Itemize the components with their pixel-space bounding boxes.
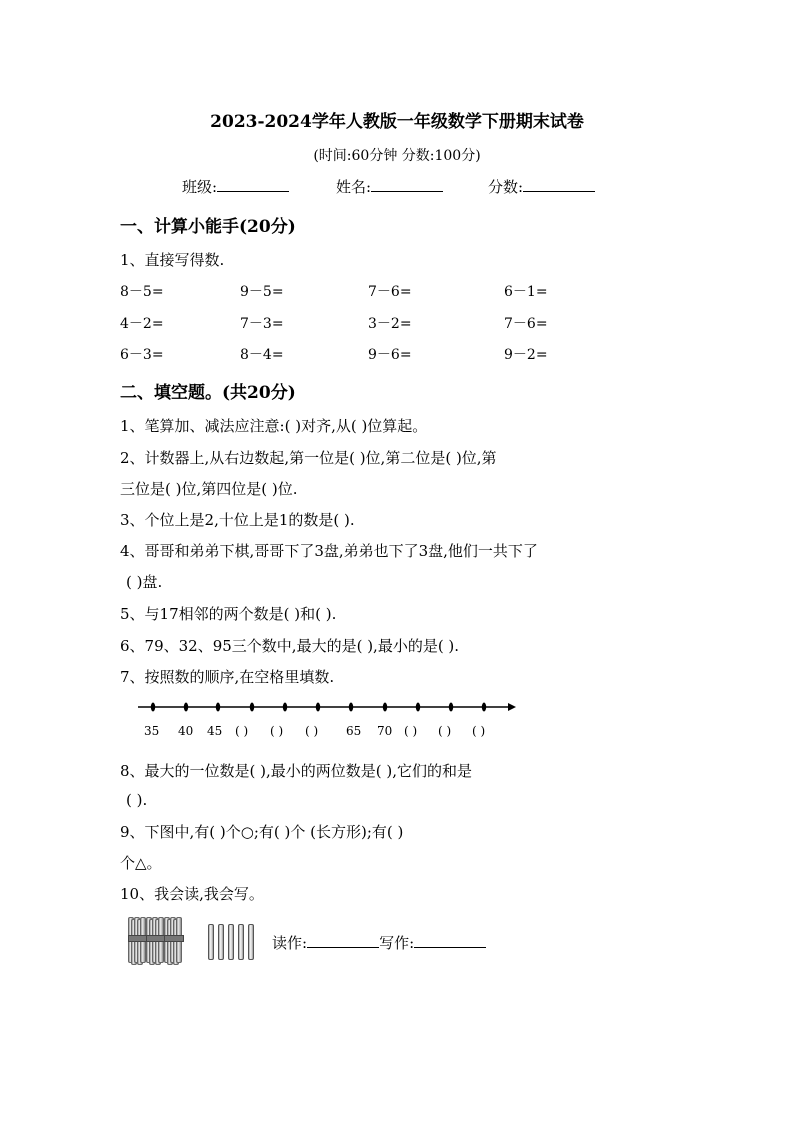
question-4-line1: 4、哥哥和弟弟下棋,哥哥下了3盘,弟弟也下了3盘,他们一共下了 bbox=[120, 542, 538, 560]
single-rod bbox=[248, 924, 254, 960]
class-label: 班级: bbox=[182, 178, 218, 196]
single-rods-image bbox=[208, 924, 260, 962]
class-blank[interactable] bbox=[217, 175, 289, 192]
question-9-line1: 9、下图中,有( )个○;有( )个 (长方形);有( ) bbox=[120, 823, 404, 841]
number-line-tick bbox=[349, 703, 353, 712]
number-line-tick bbox=[184, 703, 188, 712]
question-1: 1、笔算加、减法应注意:( )对齐,从( )位算起。 bbox=[120, 417, 428, 435]
calc-item: 9－6= bbox=[368, 347, 412, 363]
name-blank[interactable] bbox=[371, 175, 443, 192]
number-line-label: 40 bbox=[178, 724, 194, 738]
number-line-label: 65 bbox=[346, 724, 362, 738]
number-line-label: 70 bbox=[377, 724, 393, 738]
number-line-tick bbox=[250, 703, 254, 712]
single-rod bbox=[208, 924, 214, 960]
number-line-label[interactable]: ( ) bbox=[305, 724, 319, 738]
number-line-label[interactable]: ( ) bbox=[404, 724, 418, 738]
question-10: 10、我会读,我会写。 bbox=[120, 885, 264, 903]
bundle-band bbox=[164, 935, 184, 942]
section1-q1: 1、直接写得数. bbox=[120, 251, 225, 269]
write-blank[interactable] bbox=[414, 931, 486, 948]
number-line-tick bbox=[383, 703, 387, 712]
question-8-line1: 8、最大的一位数是( ),最小的两位数是( ),它们的和是 bbox=[120, 762, 473, 780]
class-field[interactable] bbox=[182, 175, 289, 197]
question-5: 5、与17相邻的两个数是( )和( ). bbox=[120, 605, 337, 623]
number-line-tick bbox=[482, 703, 486, 712]
calc-item: 9－5= bbox=[240, 284, 284, 300]
question-2-line1: 2、计数器上,从右边数起,第一位是( )位,第二位是( )位,第 bbox=[120, 449, 497, 467]
calc-item: 7－6= bbox=[504, 316, 548, 332]
section2-title: 二、填空题。(共20分) bbox=[120, 383, 296, 403]
number-line-tick bbox=[316, 703, 320, 712]
score-label: 分数: bbox=[488, 178, 524, 196]
number-line-label[interactable]: ( ) bbox=[235, 724, 249, 738]
read-field[interactable] bbox=[272, 931, 486, 953]
rod-bundles-image bbox=[128, 915, 190, 965]
exam-title: 2023-2024学年人教版一年级数学下册期末试卷 bbox=[210, 112, 584, 132]
single-rod bbox=[218, 924, 224, 960]
number-line bbox=[136, 696, 526, 720]
single-rod bbox=[238, 924, 244, 960]
number-line-tick bbox=[151, 703, 155, 712]
name-field[interactable] bbox=[336, 175, 443, 197]
calc-item: 8－5= bbox=[120, 284, 164, 300]
number-line-label: 45 bbox=[207, 724, 223, 738]
number-line-label[interactable]: ( ) bbox=[438, 724, 452, 738]
number-line-label: 35 bbox=[144, 724, 160, 738]
number-line-tick bbox=[283, 703, 287, 712]
read-label: 读作: bbox=[272, 934, 308, 952]
question-7: 7、按照数的顺序,在空格里填数. bbox=[120, 668, 335, 686]
calc-item: 6－3= bbox=[120, 347, 164, 363]
question-4-line2: ( )盘. bbox=[126, 573, 163, 591]
number-line-tick bbox=[449, 703, 453, 712]
calc-item: 6－1= bbox=[504, 284, 548, 300]
bundle-band bbox=[128, 935, 148, 942]
read-blank[interactable] bbox=[307, 931, 379, 948]
exam-subtitle: (时间:60分钟 分数:100分) bbox=[313, 148, 481, 164]
question-9-line2: 个△。 bbox=[120, 854, 162, 872]
number-line-label[interactable]: ( ) bbox=[472, 724, 486, 738]
question-2-line2: 三位是( )位,第四位是( )位. bbox=[120, 480, 298, 498]
question-3: 3、个位上是2,十位上是1的数是( ). bbox=[120, 511, 355, 529]
calc-item: 8－4= bbox=[240, 347, 284, 363]
name-label: 姓名: bbox=[336, 178, 372, 196]
number-line-tick bbox=[416, 703, 420, 712]
calc-item: 9－2= bbox=[504, 347, 548, 363]
calc-item: 4－2= bbox=[120, 316, 164, 332]
question-8-line2: ( ). bbox=[126, 791, 148, 809]
calc-item: 3－2= bbox=[368, 316, 412, 332]
number-line-arrow bbox=[508, 703, 516, 711]
write-label: 写作: bbox=[379, 934, 415, 952]
number-line-label[interactable]: ( ) bbox=[270, 724, 284, 738]
number-line-tick bbox=[216, 703, 220, 712]
score-blank[interactable] bbox=[523, 175, 595, 192]
question-6: 6、79、32、95三个数中,最大的是( ),最小的是( ). bbox=[120, 637, 460, 655]
bundle-band bbox=[146, 935, 166, 942]
calc-item: 7－3= bbox=[240, 316, 284, 332]
score-field[interactable] bbox=[488, 175, 595, 197]
single-rod bbox=[228, 924, 234, 960]
section1-title: 一、计算小能手(20分) bbox=[120, 217, 296, 237]
calc-item: 7－6= bbox=[368, 284, 412, 300]
